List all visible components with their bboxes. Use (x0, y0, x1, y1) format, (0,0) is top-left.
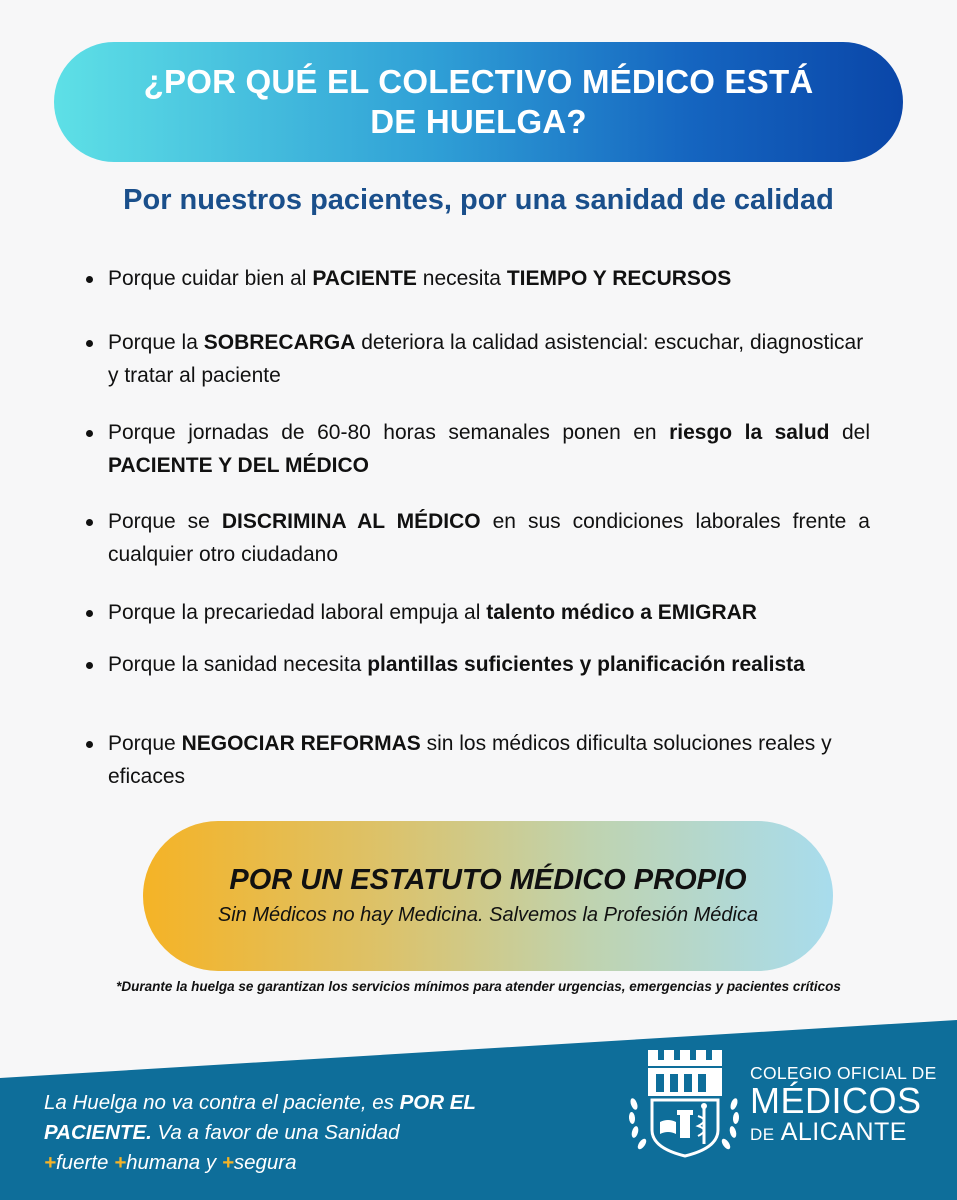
footnote: *Durante la huelga se garantizan los servicios mínimos para atender urgencias, emergencias y pacientes críticos (116, 979, 841, 994)
header-banner (54, 42, 903, 162)
college-logo-text (750, 1064, 950, 1148)
bullet-text: deteriora la calidad asistencial: escuchar, diagnosticar y tratar al paciente (108, 331, 864, 387)
bullet-text: en sus condiciones laborales frente a cualquier otro ciudadano (108, 510, 870, 566)
statute-title: POR UN ESTATUTO MÉDICO PROPIO (229, 864, 747, 896)
college-emblem-icon (624, 1044, 744, 1164)
bullet-text: Porque se (108, 510, 222, 533)
list-item (86, 416, 870, 482)
bullet-text: Porque la (108, 331, 204, 354)
logo-line-3-small: DE (750, 1125, 775, 1144)
footer-message (44, 1088, 544, 1178)
bullet-bold-text: plantillas suficientes y planificación realista (367, 653, 805, 676)
footer-text-bold: POR EL PACIENTE. (44, 1091, 476, 1144)
bullet-bold-text: SOBRECARGA (203, 331, 356, 354)
list-item (86, 505, 870, 571)
list-item (86, 326, 870, 392)
footer-text-part: La Huelga no va contra el paciente, es (44, 1091, 400, 1114)
footer-word: humana y (126, 1151, 222, 1174)
list-item (86, 648, 846, 681)
footer-word: segura (233, 1151, 297, 1174)
list-item (86, 727, 856, 793)
plus-sign: + (44, 1151, 56, 1174)
title-line-1: ¿POR QUÉ EL COLECTIVO MÉDICO ESTÁ (143, 63, 814, 100)
plus-sign: + (221, 1151, 234, 1174)
bullet-bold-text: PACIENTE Y DEL MÉDICO (108, 454, 369, 477)
bullet-bold-text: NEGOCIAR REFORMAS (181, 732, 421, 755)
title-line-2: DE HUELGA? (370, 103, 587, 140)
bullet-bold-text: DISCRIMINA AL MÉDICO (221, 510, 481, 533)
footer-text-part: Va a favor de una Sanidad (151, 1121, 400, 1144)
footer-word: fuerte (55, 1151, 115, 1174)
bullet-text: sin los médicos dificulta soluciones reales y eficaces (108, 732, 832, 788)
statute-banner (143, 821, 833, 971)
logo-line-3-big: ALICANTE (780, 1118, 907, 1146)
logo-line-3 (750, 1119, 950, 1148)
bullet-text: Porque la precariedad laboral empuja al (108, 601, 487, 624)
bullet-text: Porque cuidar bien al (108, 267, 313, 290)
page-title (99, 62, 859, 142)
bullet-bold-text: riesgo la salud (669, 421, 830, 444)
list-item (86, 596, 870, 629)
statute-subtitle: Sin Médicos no hay Medicina. Salvemos la Profesión Médica (217, 904, 759, 926)
bullet-text: Porque la sanidad necesita (108, 653, 368, 676)
bullet-bold-text: PACIENTE (312, 267, 417, 290)
bullet-bold-text: talento médico a EMIGRAR (486, 601, 757, 624)
bullet-text: del (829, 421, 870, 444)
subtitle: Por nuestros pacientes, por una sanidad de calidad (123, 184, 834, 216)
plus-sign: + (114, 1151, 127, 1174)
bullet-text: Porque (108, 732, 182, 755)
list-item (86, 262, 870, 295)
logo-line-1: COLEGIO OFICIAL DE (750, 1063, 937, 1083)
bullet-bold-text: TIEMPO Y RECURSOS (506, 267, 732, 290)
bullet-text: necesita (416, 267, 507, 290)
logo-line-2: MÉDICOS (750, 1080, 922, 1121)
bullet-text: Porque jornadas de 60-80 horas semanales ponen en (108, 421, 670, 444)
